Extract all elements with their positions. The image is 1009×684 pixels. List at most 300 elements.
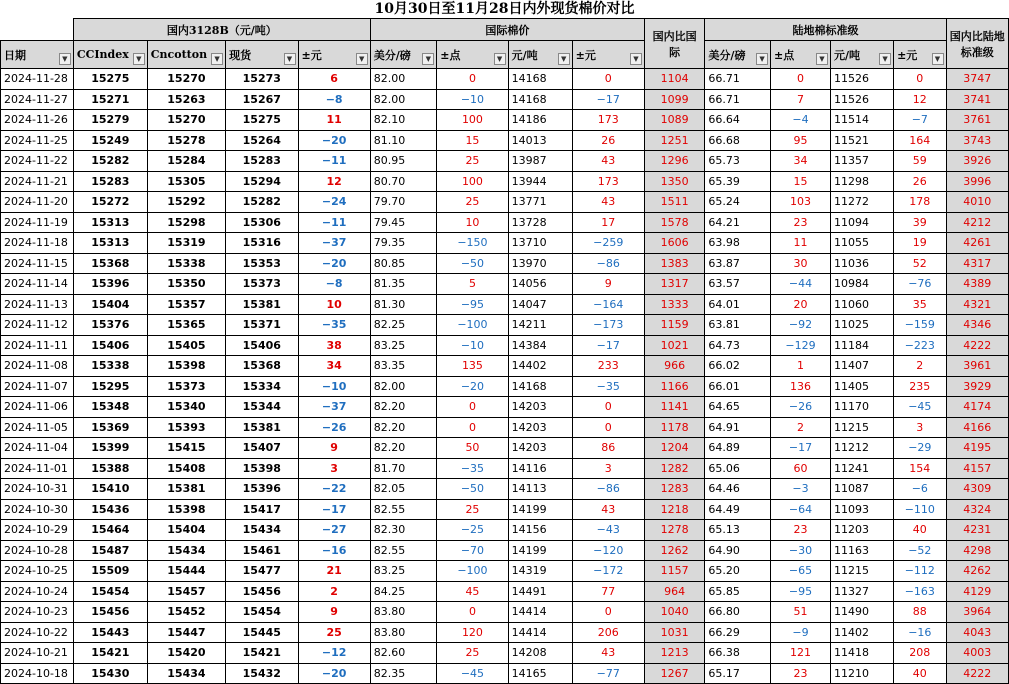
cell-usd2[interactable]: 65.06 xyxy=(705,458,771,479)
cell-usd1[interactable]: 83.35 xyxy=(370,356,437,377)
cell-yuan1[interactable]: 13728 xyxy=(508,212,572,233)
cell-pts1[interactable]: −95 xyxy=(437,294,508,315)
header-date[interactable] xyxy=(1,41,74,69)
cell-pm3[interactable]: −52 xyxy=(894,540,946,561)
cell-cnc[interactable]: 15444 xyxy=(147,561,225,582)
cell-land-spread[interactable]: 4231 xyxy=(946,520,1009,541)
cell-cnc[interactable]: 15415 xyxy=(147,438,225,459)
cell-yuan2[interactable]: 11163 xyxy=(830,540,893,561)
cell-usd1[interactable]: 81.30 xyxy=(370,294,437,315)
cell-pm2[interactable]: −17 xyxy=(572,335,644,356)
cell-date[interactable]: 2024-11-13 xyxy=(1,294,74,315)
cell-pts2[interactable]: 11 xyxy=(771,233,831,254)
cell-spot[interactable]: 15267 xyxy=(226,89,298,110)
cell-pm3[interactable]: 39 xyxy=(894,212,946,233)
cell-pm1[interactable]: 25 xyxy=(298,622,370,643)
cell-intl-spread[interactable]: 1157 xyxy=(644,561,705,582)
cell-yuan1[interactable]: 14056 xyxy=(508,274,572,295)
cell-intl-spread[interactable]: 1089 xyxy=(644,110,705,131)
filter-dropdown-icon[interactable]: ▼ xyxy=(932,53,944,65)
cell-pm1[interactable]: −35 xyxy=(298,315,370,336)
cell-cci[interactable]: 15404 xyxy=(73,294,147,315)
cell-pm2[interactable]: −259 xyxy=(572,233,644,254)
cell-pts1[interactable]: 50 xyxy=(437,438,508,459)
cell-pts1[interactable]: 45 xyxy=(437,581,508,602)
cell-usd2[interactable]: 63.81 xyxy=(705,315,771,336)
cell-yuan2[interactable]: 11093 xyxy=(830,499,893,520)
cell-spot[interactable]: 15434 xyxy=(226,520,298,541)
cell-yuan1[interactable]: 14319 xyxy=(508,561,572,582)
cell-pm1[interactable]: −27 xyxy=(298,520,370,541)
cell-land-spread[interactable]: 3741 xyxy=(946,89,1009,110)
cell-yuan1[interactable]: 14211 xyxy=(508,315,572,336)
cell-cnc[interactable]: 15270 xyxy=(147,110,225,131)
cell-cnc[interactable]: 15404 xyxy=(147,520,225,541)
cell-pm1[interactable]: 2 xyxy=(298,581,370,602)
cell-usd2[interactable]: 63.98 xyxy=(705,233,771,254)
cell-intl-spread[interactable]: 1204 xyxy=(644,438,705,459)
cell-spot[interactable]: 15373 xyxy=(226,274,298,295)
cell-usd2[interactable]: 66.38 xyxy=(705,643,771,664)
cell-pm2[interactable]: 43 xyxy=(572,151,644,172)
cell-usd1[interactable]: 80.95 xyxy=(370,151,437,172)
cell-pm3[interactable]: −29 xyxy=(894,438,946,459)
cell-land-spread[interactable]: 3747 xyxy=(946,69,1009,90)
cell-usd1[interactable]: 80.70 xyxy=(370,171,437,192)
cell-cnc[interactable]: 15319 xyxy=(147,233,225,254)
cell-yuan2[interactable]: 11215 xyxy=(830,561,893,582)
cell-land-spread[interactable]: 4003 xyxy=(946,643,1009,664)
cell-pts1[interactable]: 0 xyxy=(437,417,508,438)
cell-pts1[interactable]: 5 xyxy=(437,274,508,295)
cell-date[interactable]: 2024-11-19 xyxy=(1,212,74,233)
cell-pm1[interactable]: −20 xyxy=(298,663,370,684)
cell-cci[interactable]: 15338 xyxy=(73,356,147,377)
cell-yuan1[interactable]: 13710 xyxy=(508,233,572,254)
cell-intl-spread[interactable]: 1283 xyxy=(644,479,705,500)
header-cci[interactable] xyxy=(73,41,147,69)
cell-usd2[interactable]: 66.71 xyxy=(705,89,771,110)
cell-pm1[interactable]: −37 xyxy=(298,233,370,254)
cell-land-spread[interactable]: 4222 xyxy=(946,663,1009,684)
cell-cci[interactable]: 15487 xyxy=(73,540,147,561)
cell-pm2[interactable]: 206 xyxy=(572,622,644,643)
cell-yuan2[interactable]: 11060 xyxy=(830,294,893,315)
cell-cci[interactable]: 15396 xyxy=(73,274,147,295)
cell-date[interactable]: 2024-11-08 xyxy=(1,356,74,377)
cell-date[interactable]: 2024-10-25 xyxy=(1,561,74,582)
cell-pts1[interactable]: −10 xyxy=(437,89,508,110)
cell-yuan2[interactable]: 11357 xyxy=(830,151,893,172)
cell-spot[interactable]: 15381 xyxy=(226,294,298,315)
cell-spot[interactable]: 15371 xyxy=(226,315,298,336)
cell-usd2[interactable]: 65.85 xyxy=(705,581,771,602)
cell-land-spread[interactable]: 4043 xyxy=(946,622,1009,643)
cell-pm2[interactable]: 233 xyxy=(572,356,644,377)
cell-usd2[interactable]: 66.68 xyxy=(705,130,771,151)
cell-pts2[interactable]: −129 xyxy=(771,335,831,356)
cell-usd1[interactable]: 83.25 xyxy=(370,335,437,356)
cell-land-spread[interactable]: 4166 xyxy=(946,417,1009,438)
cell-pm2[interactable]: 3 xyxy=(572,458,644,479)
cell-date[interactable]: 2024-11-28 xyxy=(1,69,74,90)
cell-pm3[interactable]: −223 xyxy=(894,335,946,356)
cell-date[interactable]: 2024-11-21 xyxy=(1,171,74,192)
cell-pm2[interactable]: 0 xyxy=(572,69,644,90)
cell-pm1[interactable]: −20 xyxy=(298,253,370,274)
cell-pm2[interactable]: −77 xyxy=(572,663,644,684)
cell-spot[interactable]: 15273 xyxy=(226,69,298,90)
filter-dropdown-icon[interactable]: ▼ xyxy=(879,53,891,65)
cell-date[interactable]: 2024-11-27 xyxy=(1,89,74,110)
cell-date[interactable]: 2024-11-22 xyxy=(1,151,74,172)
cell-pts1[interactable]: −35 xyxy=(437,458,508,479)
cell-yuan2[interactable]: 11036 xyxy=(830,253,893,274)
cell-intl-spread[interactable]: 1262 xyxy=(644,540,705,561)
cell-pts2[interactable]: 0 xyxy=(771,69,831,90)
cell-cci[interactable]: 15368 xyxy=(73,253,147,274)
cell-usd1[interactable]: 81.35 xyxy=(370,274,437,295)
cell-spot[interactable]: 15407 xyxy=(226,438,298,459)
cell-cnc[interactable]: 15381 xyxy=(147,479,225,500)
cell-intl-spread[interactable]: 1166 xyxy=(644,376,705,397)
cell-cci[interactable]: 15369 xyxy=(73,417,147,438)
cell-cci[interactable]: 15279 xyxy=(73,110,147,131)
cell-cnc[interactable]: 15298 xyxy=(147,212,225,233)
cell-spot[interactable]: 15432 xyxy=(226,663,298,684)
cell-date[interactable]: 2024-11-15 xyxy=(1,253,74,274)
cell-date[interactable]: 2024-11-12 xyxy=(1,315,74,336)
cell-pm1[interactable]: 21 xyxy=(298,561,370,582)
cell-land-spread[interactable]: 4212 xyxy=(946,212,1009,233)
cell-yuan2[interactable]: 11212 xyxy=(830,438,893,459)
cell-cnc[interactable]: 15365 xyxy=(147,315,225,336)
cell-pm3[interactable]: 208 xyxy=(894,643,946,664)
cell-cci[interactable]: 15271 xyxy=(73,89,147,110)
cell-pm2[interactable]: 0 xyxy=(572,417,644,438)
cell-land-spread[interactable]: 3929 xyxy=(946,376,1009,397)
cell-cci[interactable]: 15436 xyxy=(73,499,147,520)
cell-yuan1[interactable]: 14199 xyxy=(508,499,572,520)
cell-cnc[interactable]: 15457 xyxy=(147,581,225,602)
cell-spot[interactable]: 15306 xyxy=(226,212,298,233)
cell-cnc[interactable]: 15292 xyxy=(147,192,225,213)
cell-pts1[interactable]: 0 xyxy=(437,602,508,623)
cell-date[interactable]: 2024-11-25 xyxy=(1,130,74,151)
cell-pts1[interactable]: 25 xyxy=(437,151,508,172)
cell-pts1[interactable]: −10 xyxy=(437,335,508,356)
cell-pm1[interactable]: −24 xyxy=(298,192,370,213)
cell-pts2[interactable]: 30 xyxy=(771,253,831,274)
cell-intl-spread[interactable]: 1333 xyxy=(644,294,705,315)
cell-usd1[interactable]: 80.85 xyxy=(370,253,437,274)
cell-yuan2[interactable]: 11087 xyxy=(830,479,893,500)
cell-pts1[interactable]: 25 xyxy=(437,643,508,664)
cell-pm3[interactable]: −159 xyxy=(894,315,946,336)
cell-cnc[interactable]: 15398 xyxy=(147,499,225,520)
cell-intl-spread[interactable]: 1141 xyxy=(644,397,705,418)
cell-date[interactable]: 2024-11-11 xyxy=(1,335,74,356)
cell-pm2[interactable]: 17 xyxy=(572,212,644,233)
cell-pm3[interactable]: 178 xyxy=(894,192,946,213)
cell-usd1[interactable]: 82.30 xyxy=(370,520,437,541)
cell-yuan1[interactable]: 14013 xyxy=(508,130,572,151)
cell-pm3[interactable]: 40 xyxy=(894,520,946,541)
cell-pm2[interactable]: 9 xyxy=(572,274,644,295)
cell-usd2[interactable]: 64.65 xyxy=(705,397,771,418)
cell-pts2[interactable]: −65 xyxy=(771,561,831,582)
cell-land-spread[interactable]: 3926 xyxy=(946,151,1009,172)
cell-usd1[interactable]: 82.00 xyxy=(370,69,437,90)
cell-cci[interactable]: 15283 xyxy=(73,171,147,192)
cell-yuan1[interactable]: 14156 xyxy=(508,520,572,541)
cell-cnc[interactable]: 15434 xyxy=(147,663,225,684)
header-usd1[interactable] xyxy=(370,41,437,69)
cell-land-spread[interactable]: 3996 xyxy=(946,171,1009,192)
cell-pts2[interactable]: −64 xyxy=(771,499,831,520)
cell-pts2[interactable]: 15 xyxy=(771,171,831,192)
cell-pts2[interactable]: 7 xyxy=(771,89,831,110)
header-pts2[interactable] xyxy=(771,41,831,69)
cell-cnc[interactable]: 15338 xyxy=(147,253,225,274)
cell-pm1[interactable]: 6 xyxy=(298,69,370,90)
cell-intl-spread[interactable]: 1213 xyxy=(644,643,705,664)
cell-pts1[interactable]: 135 xyxy=(437,356,508,377)
cell-pm2[interactable]: −172 xyxy=(572,561,644,582)
cell-usd2[interactable]: 64.73 xyxy=(705,335,771,356)
cell-date[interactable]: 2024-11-20 xyxy=(1,192,74,213)
cell-usd2[interactable]: 65.17 xyxy=(705,663,771,684)
cell-land-spread[interactable]: 4261 xyxy=(946,233,1009,254)
cell-intl-spread[interactable]: 1267 xyxy=(644,663,705,684)
cell-pm1[interactable]: 10 xyxy=(298,294,370,315)
cell-yuan1[interactable]: 14168 xyxy=(508,376,572,397)
cell-yuan2[interactable]: 11210 xyxy=(830,663,893,684)
cell-usd2[interactable]: 65.24 xyxy=(705,192,771,213)
cell-cnc[interactable]: 15398 xyxy=(147,356,225,377)
cell-spot[interactable]: 15316 xyxy=(226,233,298,254)
filter-dropdown-icon[interactable]: ▼ xyxy=(422,53,434,65)
cell-cnc[interactable]: 15270 xyxy=(147,69,225,90)
cell-pts1[interactable]: 120 xyxy=(437,622,508,643)
cell-intl-spread[interactable]: 1511 xyxy=(644,192,705,213)
filter-dropdown-icon[interactable]: ▼ xyxy=(816,53,828,65)
cell-cnc[interactable]: 15340 xyxy=(147,397,225,418)
filter-dropdown-icon[interactable]: ▼ xyxy=(133,53,145,65)
cell-date[interactable]: 2024-10-24 xyxy=(1,581,74,602)
cell-usd1[interactable]: 79.70 xyxy=(370,192,437,213)
cell-yuan2[interactable]: 11025 xyxy=(830,315,893,336)
cell-usd1[interactable]: 82.00 xyxy=(370,376,437,397)
header-usd2[interactable] xyxy=(705,41,771,69)
cell-usd1[interactable]: 82.55 xyxy=(370,540,437,561)
cell-spot[interactable]: 15421 xyxy=(226,643,298,664)
cell-intl-spread[interactable]: 1606 xyxy=(644,233,705,254)
cell-cci[interactable]: 15456 xyxy=(73,602,147,623)
cell-pm1[interactable]: −12 xyxy=(298,643,370,664)
cell-yuan2[interactable]: 11407 xyxy=(830,356,893,377)
cell-pm3[interactable]: 52 xyxy=(894,253,946,274)
cell-pm3[interactable]: −16 xyxy=(894,622,946,643)
cell-cnc[interactable]: 15408 xyxy=(147,458,225,479)
cell-yuan1[interactable]: 14165 xyxy=(508,663,572,684)
cell-spot[interactable]: 15294 xyxy=(226,171,298,192)
cell-pm1[interactable]: 9 xyxy=(298,602,370,623)
cell-usd1[interactable]: 82.00 xyxy=(370,89,437,110)
cell-yuan1[interactable]: 14402 xyxy=(508,356,572,377)
cell-pts1[interactable]: 100 xyxy=(437,171,508,192)
cell-spot[interactable]: 15417 xyxy=(226,499,298,520)
cell-usd2[interactable]: 64.90 xyxy=(705,540,771,561)
cell-pm2[interactable]: −164 xyxy=(572,294,644,315)
cell-land-spread[interactable]: 4195 xyxy=(946,438,1009,459)
cell-yuan2[interactable]: 11203 xyxy=(830,520,893,541)
cell-intl-spread[interactable]: 1350 xyxy=(644,171,705,192)
cell-cci[interactable]: 15313 xyxy=(73,233,147,254)
cell-pm3[interactable]: −6 xyxy=(894,479,946,500)
cell-cnc[interactable]: 15393 xyxy=(147,417,225,438)
cell-pm1[interactable]: −8 xyxy=(298,274,370,295)
cell-intl-spread[interactable]: 1296 xyxy=(644,151,705,172)
cell-cci[interactable]: 15410 xyxy=(73,479,147,500)
cell-pm3[interactable]: −7 xyxy=(894,110,946,131)
cell-yuan2[interactable]: 11241 xyxy=(830,458,893,479)
cell-pts1[interactable]: −50 xyxy=(437,253,508,274)
cell-usd1[interactable]: 81.70 xyxy=(370,458,437,479)
cell-yuan1[interactable]: 14384 xyxy=(508,335,572,356)
cell-land-spread[interactable]: 4324 xyxy=(946,499,1009,520)
cell-pts2[interactable]: 1 xyxy=(771,356,831,377)
cell-pts2[interactable]: 60 xyxy=(771,458,831,479)
cell-spot[interactable]: 15381 xyxy=(226,417,298,438)
cell-intl-spread[interactable]: 1317 xyxy=(644,274,705,295)
cell-land-spread[interactable]: 4157 xyxy=(946,458,1009,479)
cell-yuan1[interactable]: 13771 xyxy=(508,192,572,213)
cell-pm3[interactable]: 154 xyxy=(894,458,946,479)
cell-land-spread[interactable]: 3743 xyxy=(946,130,1009,151)
cell-yuan2[interactable]: 11184 xyxy=(830,335,893,356)
cell-land-spread[interactable]: 3964 xyxy=(946,602,1009,623)
cell-pts2[interactable]: 95 xyxy=(771,130,831,151)
cell-pts2[interactable]: 20 xyxy=(771,294,831,315)
cell-intl-spread[interactable]: 1104 xyxy=(644,69,705,90)
cell-yuan2[interactable]: 11094 xyxy=(830,212,893,233)
filter-dropdown-icon[interactable]: ▼ xyxy=(756,53,768,65)
cell-pts2[interactable]: 136 xyxy=(771,376,831,397)
cell-yuan1[interactable]: 13987 xyxy=(508,151,572,172)
cell-usd2[interactable]: 64.91 xyxy=(705,417,771,438)
cell-spot[interactable]: 15282 xyxy=(226,192,298,213)
cell-pts2[interactable]: −26 xyxy=(771,397,831,418)
cell-yuan1[interactable]: 14113 xyxy=(508,479,572,500)
cell-yuan1[interactable]: 14116 xyxy=(508,458,572,479)
cell-usd1[interactable]: 79.35 xyxy=(370,233,437,254)
cell-pm3[interactable]: 19 xyxy=(894,233,946,254)
cell-pm2[interactable]: 77 xyxy=(572,581,644,602)
cell-usd2[interactable]: 65.13 xyxy=(705,520,771,541)
cell-date[interactable]: 2024-11-26 xyxy=(1,110,74,131)
cell-pm1[interactable]: −11 xyxy=(298,212,370,233)
header-pm3[interactable] xyxy=(894,41,946,69)
filter-dropdown-icon[interactable]: ▼ xyxy=(558,53,570,65)
cell-pts2[interactable]: 103 xyxy=(771,192,831,213)
cell-spot[interactable]: 15456 xyxy=(226,581,298,602)
cell-land-spread[interactable]: 4298 xyxy=(946,540,1009,561)
cell-pts2[interactable]: 121 xyxy=(771,643,831,664)
cell-pts1[interactable]: 100 xyxy=(437,110,508,131)
cell-intl-spread[interactable]: 966 xyxy=(644,356,705,377)
cell-usd2[interactable]: 65.39 xyxy=(705,171,771,192)
cell-usd1[interactable]: 83.25 xyxy=(370,561,437,582)
cell-usd1[interactable]: 82.25 xyxy=(370,315,437,336)
cell-yuan2[interactable]: 11418 xyxy=(830,643,893,664)
cell-yuan1[interactable]: 14203 xyxy=(508,417,572,438)
cell-pm1[interactable]: −10 xyxy=(298,376,370,397)
cell-cci[interactable]: 15376 xyxy=(73,315,147,336)
cell-usd2[interactable]: 64.21 xyxy=(705,212,771,233)
cell-usd2[interactable]: 66.64 xyxy=(705,110,771,131)
cell-pts2[interactable]: −4 xyxy=(771,110,831,131)
cell-pts2[interactable]: −44 xyxy=(771,274,831,295)
cell-pm1[interactable]: −17 xyxy=(298,499,370,520)
cell-cci[interactable]: 15348 xyxy=(73,397,147,418)
cell-cci[interactable]: 15388 xyxy=(73,458,147,479)
cell-intl-spread[interactable]: 1159 xyxy=(644,315,705,336)
cell-usd2[interactable]: 64.89 xyxy=(705,438,771,459)
cell-pm1[interactable]: 34 xyxy=(298,356,370,377)
cell-pm2[interactable]: −86 xyxy=(572,253,644,274)
cell-pm3[interactable]: 164 xyxy=(894,130,946,151)
filter-dropdown-icon[interactable]: ▼ xyxy=(630,53,642,65)
cell-date[interactable]: 2024-11-07 xyxy=(1,376,74,397)
cell-yuan1[interactable]: 14168 xyxy=(508,89,572,110)
cell-pm3[interactable]: −163 xyxy=(894,581,946,602)
cell-yuan2[interactable]: 11298 xyxy=(830,171,893,192)
cell-spot[interactable]: 15461 xyxy=(226,540,298,561)
cell-pm2[interactable]: −35 xyxy=(572,376,644,397)
cell-cnc[interactable]: 15350 xyxy=(147,274,225,295)
cell-usd1[interactable]: 83.80 xyxy=(370,622,437,643)
header-pm2[interactable] xyxy=(572,41,644,69)
cell-date[interactable]: 2024-10-31 xyxy=(1,479,74,500)
cell-usd1[interactable]: 82.05 xyxy=(370,479,437,500)
cell-cnc[interactable]: 15452 xyxy=(147,602,225,623)
cell-spot[interactable]: 15344 xyxy=(226,397,298,418)
cell-cnc[interactable]: 15373 xyxy=(147,376,225,397)
cell-cci[interactable]: 15282 xyxy=(73,151,147,172)
cell-pts2[interactable]: 23 xyxy=(771,663,831,684)
cell-usd2[interactable]: 66.01 xyxy=(705,376,771,397)
cell-pts1[interactable]: 25 xyxy=(437,499,508,520)
cell-land-spread[interactable]: 4309 xyxy=(946,479,1009,500)
cell-date[interactable]: 2024-10-29 xyxy=(1,520,74,541)
header-pm1[interactable] xyxy=(298,41,370,69)
cell-spot[interactable]: 15406 xyxy=(226,335,298,356)
cell-pm1[interactable]: 12 xyxy=(298,171,370,192)
cell-intl-spread[interactable]: 1021 xyxy=(644,335,705,356)
cell-yuan1[interactable]: 14203 xyxy=(508,438,572,459)
cell-land-spread[interactable]: 4321 xyxy=(946,294,1009,315)
header-cnc[interactable] xyxy=(147,41,225,69)
filter-dropdown-icon[interactable]: ▼ xyxy=(284,53,296,65)
cell-intl-spread[interactable]: 1178 xyxy=(644,417,705,438)
cell-cnc[interactable]: 15284 xyxy=(147,151,225,172)
cell-pts2[interactable]: −3 xyxy=(771,479,831,500)
cell-pm2[interactable]: −17 xyxy=(572,89,644,110)
cell-cci[interactable]: 15272 xyxy=(73,192,147,213)
cell-cci[interactable]: 15454 xyxy=(73,581,147,602)
cell-pts1[interactable]: −50 xyxy=(437,479,508,500)
